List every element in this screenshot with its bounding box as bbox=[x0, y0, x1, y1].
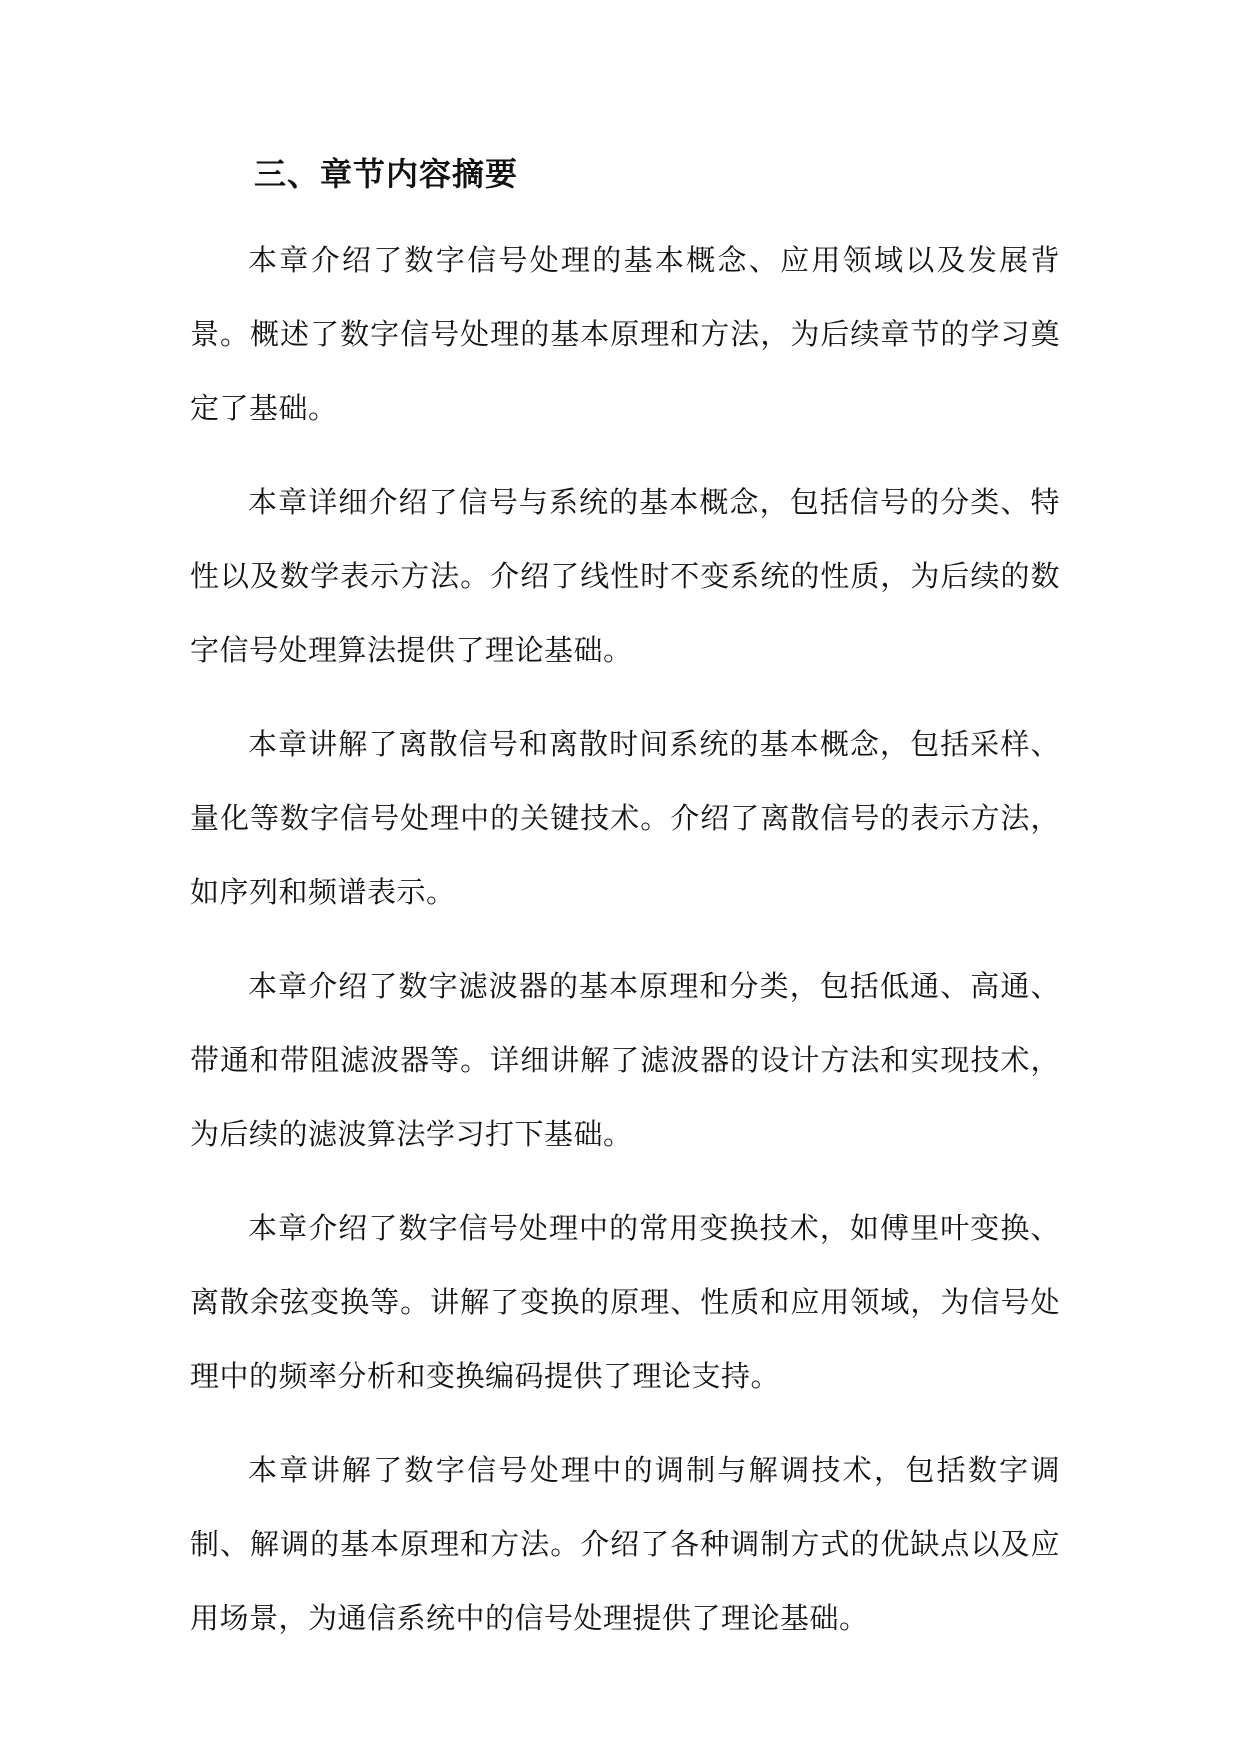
section-title: 三、章节内容摘要 bbox=[254, 155, 519, 193]
paragraph-3: 本章讲解了离散信号和离散时间系统的基本概念，包括采样、量化等数字信号处理中的关键技术。介绍了离散信号的表示方法，如序列和频谱表示。 bbox=[190, 727, 1060, 909]
paragraph-2: 本章详细介绍了信号与系统的基本概念，包括信号的分类、特性以及数学表示方法。介绍了线性时不变系统的性质，为后续的数字信号处理算法提供了理论基础。 bbox=[190, 485, 1060, 667]
paragraph-5: 本章介绍了数字信号处理中的常用变换技术，如傅里叶变换、离散余弦变换等。讲解了变换的原理、性质和应用领域，为信号处理中的频率分析和变换编码提供了理论支持。 bbox=[190, 1211, 1060, 1393]
paragraph-4: 本章介绍了数字滤波器的基本原理和分类，包括低通、高通、带通和带阻滤波器等。详细讲解了滤波器的设计方法和实现技术，为后续的滤波算法学习打下基础。 bbox=[190, 969, 1060, 1151]
section-body bbox=[190, 223, 1060, 1675]
paragraph-1: 本章介绍了数字信号处理的基本概念、应用领域以及发展背景。概述了数字信号处理的基本原理和方法，为后续章节的学习奠定了基础。 bbox=[190, 243, 1060, 425]
paragraph-6: 本章讲解了数字信号处理中的调制与解调技术，包括数字调制、解调的基本原理和方法。介绍了各种调制方式的优缺点以及应用场景，为通信系统中的信号处理提供了理论基础。 bbox=[190, 1453, 1060, 1635]
